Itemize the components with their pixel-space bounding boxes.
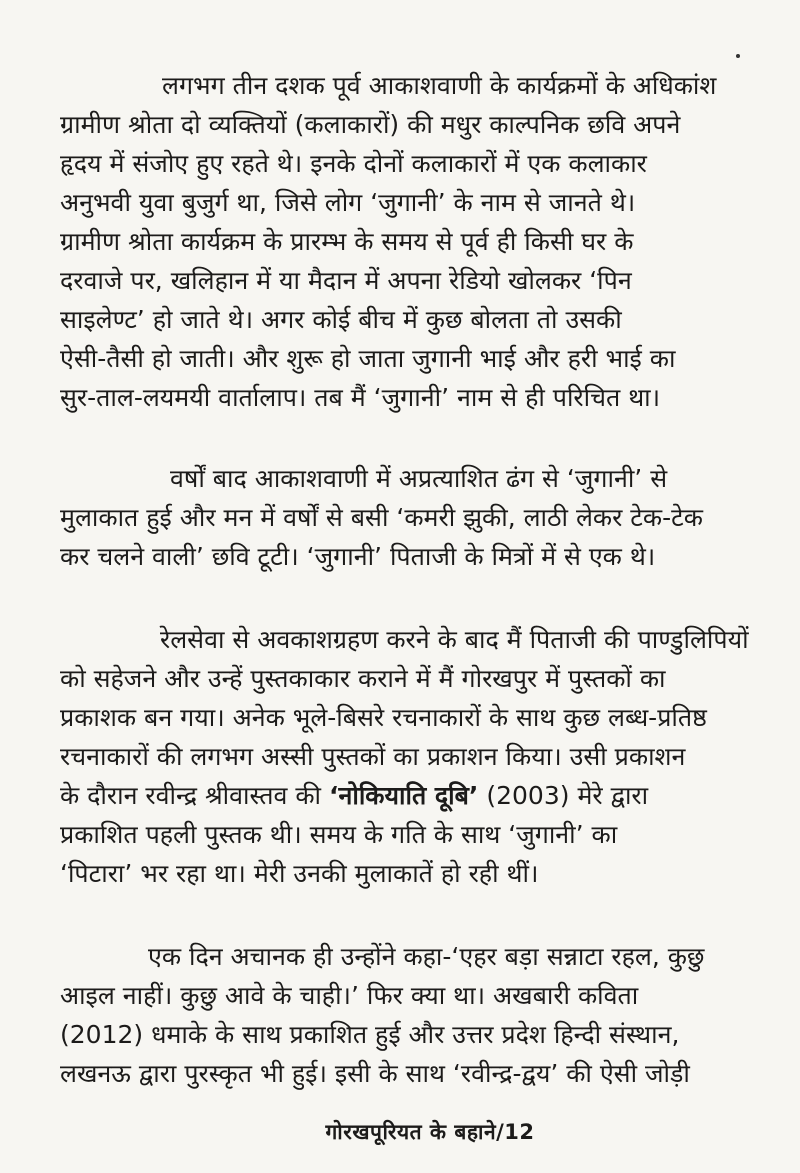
text-line: लखनऊ द्वारा पुरस्कृत भी हुई। इसी के साथ ‘रवीन्द्र-द्वय’ की ऐसी जोड़ी [60, 1059, 690, 1088]
text-line: हृदय में संजोए हुए रहते थे। इनके दोनों कलाकारों में एक कलाकार [60, 149, 647, 178]
text-line: सुर-ताल-लयमयी वार्तालाप। तब मैं ‘जुगानी’ नाम से ही परिचित था। [60, 383, 661, 412]
text-line: आइल नाहीं। कुछु आवे के चाही।’ फिर क्या था। अखबारी कविता [60, 981, 639, 1010]
text-line: साइलेण्ट’ हो जाते थे। अगर कोई बीच में कुछ बोलता तो उसकी [60, 305, 622, 334]
text-line: ऐसी-तैसी हो जाती। और शुरू हो जाता जुगानी भाई और हरी भाई का [60, 344, 676, 373]
paragraph-1 [60, 66, 770, 417]
text-line: ग्रामीण श्रोता दो व्यक्तियों (कलाकारों) की मधुर काल्पनिक छवि अपने [60, 110, 681, 139]
text-line: ग्रामीण श्रोता कार्यक्रम के प्रारम्भ के समय से पूर्व ही किसी घर के [60, 227, 634, 256]
text-segment: के दौरान रवीन्द्र श्रीवास्तव की [60, 781, 329, 810]
text-line: एक दिन अचानक ही उन्होंने कहा-‘एहर बड़ा सन्नाटा रहल, कुछु [148, 942, 705, 971]
text-line [60, 776, 770, 815]
text-line: मुलाकात हुई और मन में वर्षों से बसी ‘कमरी झुकी, लाठी लेकर टेक-टेक [60, 503, 703, 532]
book-title: ‘नोकियाति दूबि’ [328, 781, 479, 810]
text-line: लगभग तीन दशक पूर्व आकाशवाणी के कार्यक्रमों के अधिकांश [162, 71, 717, 100]
page-footer: गोरखपूरियत के बहाने/12 [325, 1120, 535, 1144]
text-line: प्रकाशित पहली पुस्तक थी। समय के गति के साथ ‘जुगानी’ का [60, 820, 618, 849]
ink-speck [736, 54, 740, 58]
paragraph-2 [60, 459, 770, 576]
text-line: दरवाजे पर, खलिहान में या मैदान में अपना रेडियो खोलकर ‘पिन [60, 266, 632, 295]
text-line: रचनाकारों की लगभग अस्सी पुस्तकों का प्रकाशन किया। उसी प्रकाशन [60, 742, 686, 771]
text-line: वर्षों बाद आकाशवाणी में अप्रत्याशित ढंग से ‘जुगानी’ से [170, 464, 668, 493]
text-line: रेलसेवा से अवकाशग्रहण करने के बाद मैं पिताजी की पाण्डुलिपियों [160, 625, 749, 654]
paragraph-3 [60, 620, 770, 893]
text-line: (2012) धमाके के साथ प्रकाशित हुई और उत्तर प्रदेश हिन्दी संस्थान, [60, 1020, 680, 1049]
text-line: को सहेजने और उन्हें पुस्तकाकार कराने में मैं गोरखपुर में पुस्तकों का [60, 664, 666, 693]
text-line: ‘पिटारा’ भर रहा था। मेरी उनकी मुलाकातें हो रही थीं। [60, 859, 539, 888]
text-line: कर चलने वाली’ छवि टूटी। ‘जुगानी’ पिताजी के मित्रों में से एक थे। [60, 542, 656, 571]
text-line: प्रकाशक बन गया। अनेक भूले-बिसरे रचनाकारों के साथ कुछ लब्ध-प्रतिष्ठ [60, 703, 707, 732]
text-line: अनुभवी युवा बुजुर्ग था, जिसे लोग ‘जुगानी’ के नाम से जानते थे। [60, 188, 636, 217]
paragraph-4 [60, 937, 770, 1093]
text-segment: (2003) मेरे द्वारा [478, 781, 649, 810]
